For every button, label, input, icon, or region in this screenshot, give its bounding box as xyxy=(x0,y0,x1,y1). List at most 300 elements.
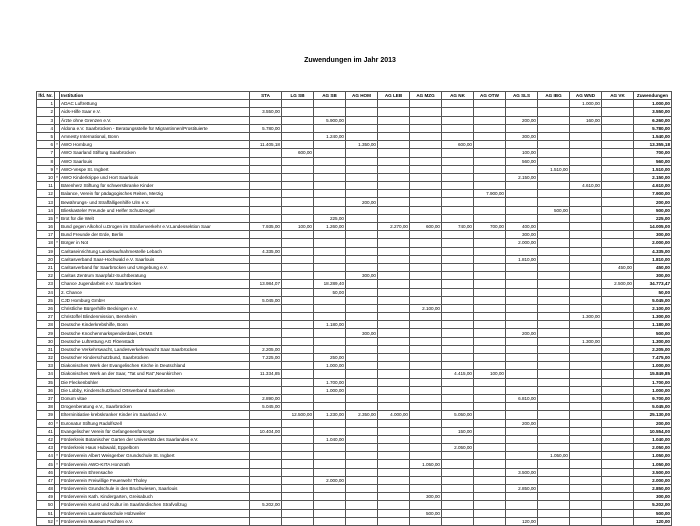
amount-cell xyxy=(602,485,634,493)
amount-cell: 7.225,00 xyxy=(250,354,282,362)
table-row xyxy=(37,239,672,247)
amount-cell: 300,00 xyxy=(346,329,378,337)
amount-cell: 12.500,00 xyxy=(282,411,314,419)
amount-cell xyxy=(442,517,474,525)
amount-cell xyxy=(538,116,570,124)
amount-cell xyxy=(250,255,282,263)
amount-cell xyxy=(378,362,410,370)
amount-cell xyxy=(474,329,506,337)
amount-cell xyxy=(346,100,378,108)
amount-cell xyxy=(474,263,506,271)
amount-cell xyxy=(378,509,410,517)
table-row xyxy=(37,116,672,124)
total-cell: 7.475,00 xyxy=(634,354,672,362)
amount-cell xyxy=(314,255,346,263)
amount-cell xyxy=(346,435,378,443)
amount-cell xyxy=(314,272,346,280)
amount-cell xyxy=(602,386,634,394)
amount-cell xyxy=(538,304,570,312)
amount-cell xyxy=(282,345,314,353)
total-cell: 3.550,00 xyxy=(634,108,672,116)
amount-cell xyxy=(378,378,410,386)
amount-cell: 1.000,00 xyxy=(314,386,346,394)
amount-cell: 1.040,00 xyxy=(314,435,346,443)
amount-cell: 2.000,00 xyxy=(506,239,538,247)
amount-cell xyxy=(250,485,282,493)
institution-name: Deutscher Kinderschutzbund, Saarbrücken xyxy=(60,354,250,362)
row-marker: * xyxy=(56,240,58,246)
amount-cell xyxy=(570,394,602,402)
row-number: 19 xyxy=(37,247,55,255)
amount-cell xyxy=(410,280,442,288)
amount-cell xyxy=(314,501,346,509)
amount-cell xyxy=(442,100,474,108)
amount-cell: 2.350,00 xyxy=(346,411,378,419)
amount-cell xyxy=(474,378,506,386)
amount-cell: 11.405,18 xyxy=(250,141,282,149)
amount-cell xyxy=(282,190,314,198)
amount-cell xyxy=(410,173,442,181)
row-number: 11 xyxy=(37,182,55,190)
row-number: 32 xyxy=(37,354,55,362)
row-number: 9 xyxy=(37,165,55,173)
row-number: 29 xyxy=(37,329,55,337)
table-row xyxy=(37,493,672,501)
table-row xyxy=(37,149,672,157)
amount-cell xyxy=(474,501,506,509)
amount-cell xyxy=(602,394,634,402)
amount-cell: 10.404,00 xyxy=(250,427,282,435)
amount-cell xyxy=(282,288,314,296)
amount-cell xyxy=(538,378,570,386)
amount-cell xyxy=(410,435,442,443)
amount-cell xyxy=(506,452,538,460)
total-cell: 1.050,00 xyxy=(634,460,672,468)
amount-cell xyxy=(602,313,634,321)
amount-cell xyxy=(602,304,634,312)
amount-cell xyxy=(538,337,570,345)
amount-cell: 100,00 xyxy=(474,370,506,378)
row-number: 27 xyxy=(37,313,55,321)
amount-cell xyxy=(538,468,570,476)
institution-name: AWO Homburg xyxy=(60,141,250,149)
total-cell: 200,00 xyxy=(634,419,672,427)
table-row xyxy=(37,403,672,411)
amount-cell xyxy=(410,354,442,362)
amount-cell xyxy=(314,247,346,255)
amount-cell xyxy=(378,337,410,345)
amount-cell xyxy=(346,247,378,255)
amount-cell: 700,00 xyxy=(474,223,506,231)
amount-cell xyxy=(474,198,506,206)
amount-cell xyxy=(538,108,570,116)
amount-cell: 100,00 xyxy=(506,149,538,157)
amount-cell xyxy=(442,157,474,165)
amount-cell: 1.000,00 xyxy=(314,362,346,370)
amount-cell xyxy=(346,452,378,460)
total-cell: 3.500,00 xyxy=(634,468,672,476)
amount-cell xyxy=(282,198,314,206)
amount-cell xyxy=(602,206,634,214)
amount-cell xyxy=(602,435,634,443)
row-number: 22 xyxy=(37,272,55,280)
amount-cell xyxy=(314,239,346,247)
amount-cell xyxy=(378,108,410,116)
amount-cell xyxy=(410,394,442,402)
amount-cell: 2.500,00 xyxy=(602,280,634,288)
amount-cell xyxy=(410,157,442,165)
amount-cell xyxy=(410,444,442,452)
amount-cell: 4.415,00 xyxy=(442,370,474,378)
amount-cell xyxy=(378,239,410,247)
table-row xyxy=(37,509,672,517)
row-number: 24 xyxy=(37,288,55,296)
row-number: 35 xyxy=(37,378,55,386)
amount-cell xyxy=(474,239,506,247)
total-cell: 5.202,00 xyxy=(634,501,672,509)
amount-cell xyxy=(346,255,378,263)
amount-cell xyxy=(602,223,634,231)
amount-cell xyxy=(378,468,410,476)
amount-cell: 250,00 xyxy=(314,354,346,362)
amount-cell xyxy=(442,108,474,116)
amount-cell: 1.300,00 xyxy=(570,337,602,345)
amount-cell xyxy=(442,206,474,214)
table-row xyxy=(37,427,672,435)
row-number: 3 xyxy=(37,116,55,124)
amount-cell xyxy=(538,386,570,394)
institution-name: Deutsche Verkehrswacht, Landesverkehrswacht Saar Saarbrücken xyxy=(60,345,250,353)
amount-cell xyxy=(346,190,378,198)
amount-cell xyxy=(282,304,314,312)
amount-cell xyxy=(570,362,602,370)
column-header: Zuwendungen xyxy=(634,92,672,100)
amount-cell xyxy=(538,100,570,108)
amount-cell xyxy=(346,362,378,370)
amount-cell xyxy=(474,149,506,157)
amount-cell xyxy=(282,403,314,411)
amount-cell xyxy=(250,165,282,173)
amount-cell xyxy=(474,173,506,181)
amount-cell xyxy=(314,337,346,345)
amount-cell xyxy=(346,165,378,173)
amount-cell xyxy=(314,452,346,460)
amount-cell xyxy=(570,149,602,157)
amount-cell xyxy=(410,296,442,304)
amount-cell xyxy=(474,517,506,525)
institution-name: Evangelischer Verein für Gefangenenfürsorge xyxy=(60,427,250,435)
amount-cell xyxy=(250,100,282,108)
amount-cell xyxy=(250,313,282,321)
amount-cell xyxy=(538,517,570,525)
amount-cell xyxy=(474,485,506,493)
amount-cell xyxy=(602,329,634,337)
amount-cell xyxy=(410,255,442,263)
amount-cell xyxy=(442,239,474,247)
amount-cell xyxy=(410,411,442,419)
amount-cell xyxy=(602,468,634,476)
amount-cell xyxy=(538,394,570,402)
amount-cell xyxy=(602,149,634,157)
amount-cell xyxy=(474,304,506,312)
total-cell: 450,00 xyxy=(634,263,672,271)
total-cell: 1.000,00 xyxy=(634,362,672,370)
row-number: 50 xyxy=(37,501,55,509)
table-body xyxy=(37,100,672,526)
amount-cell xyxy=(282,206,314,214)
column-header: AG OTW xyxy=(474,92,506,100)
amount-cell: 200,00 xyxy=(506,419,538,427)
row-number: 13 xyxy=(37,198,55,206)
amount-cell xyxy=(346,173,378,181)
amount-cell xyxy=(474,444,506,452)
amount-cell xyxy=(314,149,346,157)
row-marker: * xyxy=(56,518,58,524)
amount-cell xyxy=(570,468,602,476)
amount-cell xyxy=(282,468,314,476)
institution-name: Bewährungs- und Straffälligenhilfe Ulm e.V. xyxy=(60,198,250,206)
amount-cell xyxy=(442,337,474,345)
amount-cell xyxy=(570,255,602,263)
institution-name: Förderverein Kath. Kindergarten, Greisabuch xyxy=(60,493,250,501)
amount-cell xyxy=(442,263,474,271)
institution-name: Förderverein Laurentiusschule Hülzweiler xyxy=(60,509,250,517)
institution-name: Brot für die Welt xyxy=(60,214,250,222)
amount-cell xyxy=(410,239,442,247)
amount-cell xyxy=(570,296,602,304)
amount-cell xyxy=(314,165,346,173)
amount-cell xyxy=(314,345,346,353)
total-cell: 300,00 xyxy=(634,493,672,501)
amount-cell xyxy=(378,124,410,132)
amount-cell xyxy=(474,296,506,304)
amount-cell xyxy=(570,239,602,247)
amount-cell xyxy=(250,272,282,280)
table-header-row xyxy=(37,92,672,100)
amount-cell xyxy=(314,517,346,525)
amount-cell: 2.100,00 xyxy=(410,304,442,312)
amount-cell xyxy=(602,132,634,140)
amount-cell xyxy=(314,263,346,271)
institution-name: Förderkreis Botanischer Garten der Universität des Saarlandes e.V. xyxy=(60,435,250,443)
amount-cell xyxy=(570,321,602,329)
amount-cell xyxy=(538,132,570,140)
amount-cell xyxy=(346,419,378,427)
amount-cell xyxy=(474,231,506,239)
table-row xyxy=(37,296,672,304)
amount-cell xyxy=(250,411,282,419)
institution-name: Ärzte ohne Grenzen e.V. xyxy=(60,116,250,124)
amount-cell xyxy=(282,157,314,165)
amount-cell xyxy=(378,460,410,468)
amount-cell xyxy=(314,173,346,181)
institution-name: Förderkreis Haus Hubwald, Eppelborn xyxy=(60,444,250,452)
amount-cell xyxy=(602,362,634,370)
amount-cell xyxy=(346,444,378,452)
amount-cell xyxy=(442,182,474,190)
amount-cell: 100,00 xyxy=(282,223,314,231)
amount-cell xyxy=(538,141,570,149)
amount-cell xyxy=(378,214,410,222)
amount-cell xyxy=(314,108,346,116)
table-row xyxy=(37,394,672,402)
amount-cell xyxy=(442,198,474,206)
amount-cell xyxy=(314,427,346,435)
amount-cell: 1.350,00 xyxy=(346,141,378,149)
amount-cell xyxy=(314,157,346,165)
amount-cell xyxy=(474,108,506,116)
amount-cell xyxy=(378,280,410,288)
amount-cell xyxy=(250,468,282,476)
amount-cell xyxy=(474,362,506,370)
amount-cell xyxy=(602,378,634,386)
row-number: 14 xyxy=(37,206,55,214)
amount-cell xyxy=(282,296,314,304)
amount-cell xyxy=(474,493,506,501)
row-marker: * xyxy=(56,174,58,180)
institution-name: Elterninitiative krebskranker Kinder im Saarland e.V. xyxy=(60,411,250,419)
institution-name: Caritasverband Saar-Hochwald e.V. Saarlouis xyxy=(60,255,250,263)
amount-cell xyxy=(346,370,378,378)
institution-name: Caritaseinrichtung Landesaufnahmestelle Lebach xyxy=(60,247,250,255)
amount-cell: 200,00 xyxy=(506,116,538,124)
amount-cell: 1.000,00 xyxy=(570,100,602,108)
amount-cell xyxy=(602,452,634,460)
amount-cell xyxy=(410,321,442,329)
institution-name: Förderverein Albert Weisgerber Grundschule St. Ingbert xyxy=(60,452,250,460)
amount-cell: 5.050,00 xyxy=(442,411,474,419)
amount-cell xyxy=(378,501,410,509)
amount-cell xyxy=(570,370,602,378)
table-row xyxy=(37,345,672,353)
amount-cell xyxy=(250,378,282,386)
row-number: 15 xyxy=(37,214,55,222)
amount-cell xyxy=(570,403,602,411)
amount-cell xyxy=(474,157,506,165)
amount-cell xyxy=(602,419,634,427)
amount-cell xyxy=(538,247,570,255)
amount-cell: 160,00 xyxy=(570,116,602,124)
institution-name: Donum vitae xyxy=(60,394,250,402)
amount-cell xyxy=(506,280,538,288)
amount-cell xyxy=(474,132,506,140)
institution-name: Bund Freunde der Erde, Berlin xyxy=(60,231,250,239)
amount-cell xyxy=(506,362,538,370)
amount-cell xyxy=(346,296,378,304)
amount-cell xyxy=(378,403,410,411)
amount-cell xyxy=(506,108,538,116)
amount-cell xyxy=(506,247,538,255)
amount-cell xyxy=(346,263,378,271)
amount-cell xyxy=(474,124,506,132)
amount-cell xyxy=(474,280,506,288)
amount-cell xyxy=(282,509,314,517)
amount-cell xyxy=(346,116,378,124)
row-number: 25 xyxy=(37,296,55,304)
institution-name: Diakonisches Werk an der Saar, "Tat und Rat",Neunkirchen xyxy=(60,370,250,378)
amount-cell xyxy=(410,345,442,353)
amount-cell xyxy=(378,198,410,206)
amount-cell xyxy=(538,493,570,501)
amount-cell xyxy=(346,157,378,165)
column-header: STA xyxy=(250,92,282,100)
amount-cell xyxy=(538,288,570,296)
amount-cell xyxy=(506,370,538,378)
amount-cell xyxy=(378,190,410,198)
amount-cell xyxy=(602,141,634,149)
amount-cell xyxy=(506,345,538,353)
total-cell: 225,00 xyxy=(634,214,672,222)
amount-cell: 600,00 xyxy=(442,141,474,149)
amount-cell xyxy=(506,476,538,484)
amount-cell xyxy=(570,141,602,149)
amount-cell xyxy=(410,100,442,108)
amount-cell xyxy=(442,329,474,337)
institution-name: Förderverein Freiwillige Feuerwehr Tholey xyxy=(60,476,250,484)
amount-cell xyxy=(410,485,442,493)
amount-cell xyxy=(314,304,346,312)
institution-name: Amnesty International, Bonn xyxy=(60,132,250,140)
amount-cell xyxy=(410,468,442,476)
amount-cell xyxy=(250,116,282,124)
amount-cell xyxy=(570,419,602,427)
total-cell: 13.355,18 xyxy=(634,141,672,149)
amount-cell xyxy=(506,313,538,321)
amount-cell: 200,00 xyxy=(346,198,378,206)
amount-cell xyxy=(442,468,474,476)
amount-cell: 2.000,00 xyxy=(314,476,346,484)
amount-cell xyxy=(378,100,410,108)
amount-cell: 150,00 xyxy=(442,427,474,435)
amount-cell xyxy=(570,190,602,198)
amount-cell xyxy=(602,403,634,411)
amount-cell: 1.300,00 xyxy=(570,313,602,321)
amount-cell xyxy=(506,272,538,280)
amount-cell xyxy=(282,476,314,484)
amount-cell xyxy=(538,173,570,181)
column-header: AG HOM xyxy=(346,92,378,100)
table-row xyxy=(37,452,672,460)
amount-cell xyxy=(538,370,570,378)
total-cell: 5.045,00 xyxy=(634,296,672,304)
institution-name: Aldona e.V. Saarbrücken - Beratungsstelle für Migrantinnen/Prostituierte xyxy=(60,124,250,132)
amount-cell xyxy=(474,435,506,443)
amount-cell xyxy=(442,214,474,222)
row-number: 46 xyxy=(37,468,55,476)
column-header: AG MZG xyxy=(410,92,442,100)
amount-cell xyxy=(442,460,474,468)
institution-name: AWO-Vespe St. Ingbert xyxy=(60,165,250,173)
total-cell: 1.300,00 xyxy=(634,313,672,321)
amount-cell: 3.500,00 xyxy=(506,468,538,476)
amount-cell xyxy=(346,182,378,190)
amount-cell: 600,00 xyxy=(282,149,314,157)
amount-cell xyxy=(506,354,538,362)
institution-name: ADAC Luftrettung xyxy=(60,100,250,108)
amount-cell xyxy=(570,427,602,435)
total-cell: 4.610,00 xyxy=(634,182,672,190)
amount-cell xyxy=(442,378,474,386)
row-marker: * xyxy=(56,461,58,467)
amount-cell xyxy=(570,411,602,419)
total-cell: 15.849,85 xyxy=(634,370,672,378)
amount-cell: 300,00 xyxy=(346,272,378,280)
total-cell: 10.554,00 xyxy=(634,427,672,435)
amount-cell xyxy=(570,345,602,353)
total-cell: 2.000,00 xyxy=(634,476,672,484)
amount-cell xyxy=(282,337,314,345)
amount-cell xyxy=(378,304,410,312)
